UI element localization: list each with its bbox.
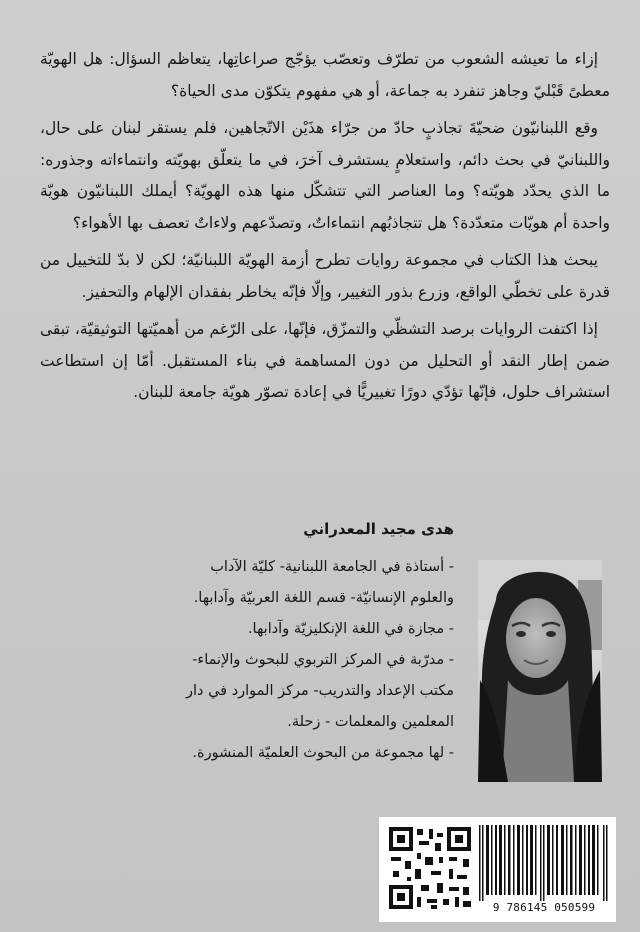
blurb-paragraph: يبحث هذا الكتاب في مجموعة روايات تطرح أزمة الهويّة اللبنانيّة؛ لكن لا بدّ للتخييل من قدرة على تخطّي الواقع، وزرع بذور التغيير، وإلّا فإنّه يخاطر بفقدان الإلهام والتحفيز. bbox=[40, 251, 610, 301]
blurb-paragraph: إزاء ما تعيشه الشعوب من تطرّف وتعصّب يؤجّج صراعاتِها، يتعاظم السؤال: هل الهويّة معطىً قَبْليّ وجاهز تنفرد به جماعة، أو هي مفهوم يتكوّن مدى الحياة؟ bbox=[40, 50, 610, 100]
blurb-text bbox=[40, 44, 610, 415]
author-bio-item: - أستاذة في الجامعة اللبنانية- كليّة الآداب والعلوم الإنسانيّة- قسم اللغة العربيّة وآدابها. bbox=[193, 559, 454, 606]
blurb-paragraph: إذا اكتفت الروايات برصد التشظّي والتمزّق، فإنّها، على الرّغم من أهميّتها التوثيقيّة، تبقى ضمن إطار النقد أو التحليل من دون المساهمة في بناء المستقبل. أمّا إن استطاعت استشراف حلول، فإنّها تؤدّي دورًا تغييريًّا في إعادة تصوّر هويّة جامعة للبنان. bbox=[40, 320, 610, 401]
blurb-paragraph: وقع اللبنانيّون ضحيّةَ تجاذبٍ حادّ من جرّاء هذَيْن الاتّجاهين، فلم يستقر لبنان على حال، واللبنانيّ في بحث دائم، واستعلامٍ يستشرف آخرَ، في ما يتعلّق بهويّته وانتماءاته وجذوره: ما الذي يحدّد هويّته؟ وما العناصر التي تتشكّل منها هذه الهويّة؟ أيملك اللبنانيّون هويّة واحدة أم هويّات متعدّدة؟ هل تتجاذبُهم انتماءاتٌ، وتصدّعهم ولاءاتٌ تعصف بها الأهواء؟ bbox=[40, 119, 610, 232]
barcode-block bbox=[379, 817, 616, 922]
isbn-number: 9 786145 050599 bbox=[492, 901, 596, 914]
isbn-barcode-icon bbox=[477, 825, 611, 901]
author-bio-item: - مجازة في اللغة الإنكليزيّة وآدابها. bbox=[247, 621, 454, 637]
author-name: هدى مجيد المعدراني bbox=[303, 520, 454, 538]
qr-code-icon bbox=[387, 825, 473, 911]
author-portrait-illustration bbox=[478, 560, 602, 782]
author-bio-list bbox=[185, 552, 454, 769]
author-bio-item: - مدرّبة في المركز التربوي للبحوث والإنماء- مكتب الإعداد والتدريب- مركز الموارد في دار المعلمين والمعلمات - زحلة. bbox=[185, 652, 454, 730]
author-bio-item: - لها مجموعة من البحوث العلميّة المنشورة. bbox=[192, 745, 454, 761]
author-photo bbox=[478, 560, 602, 782]
